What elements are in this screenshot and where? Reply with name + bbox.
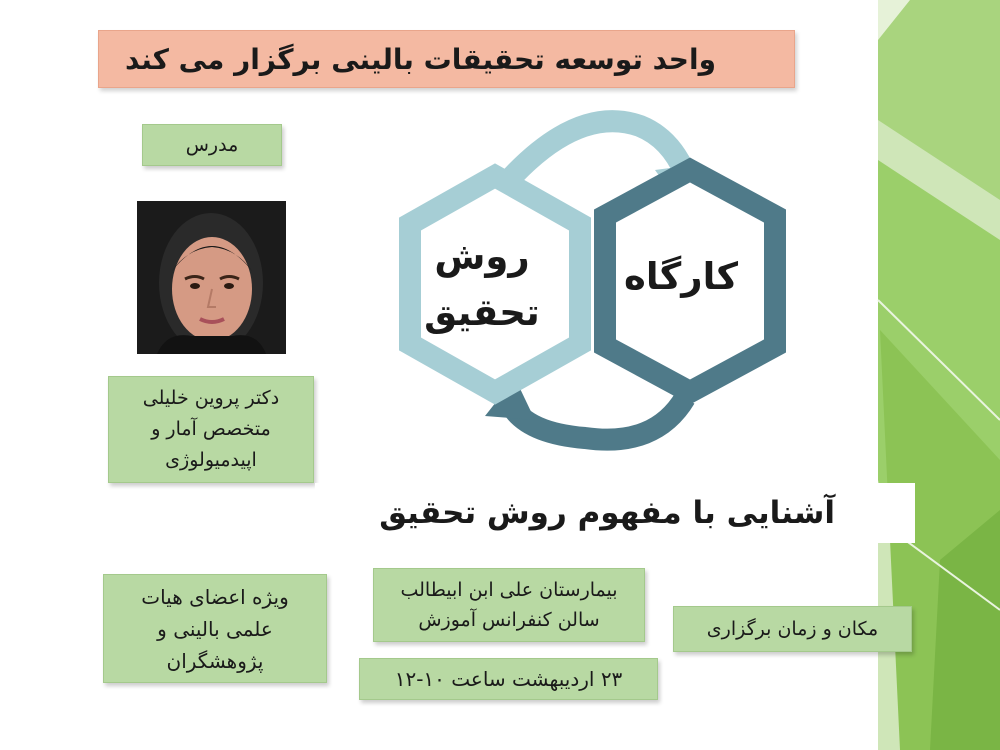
teacher-specialty-line1: متخصص آمار و [151,418,271,440]
location-hall: سالن کنفرانس آموزش [418,609,600,631]
hex-label-research-method [398,229,566,341]
event-datetime: ۲۳ اردیبهشت ساعت ۱۰-۱۲ [394,667,623,691]
venue-label-box [673,606,912,652]
subtitle-box [315,483,915,543]
slide-title: واحد توسعه تحقیقات بالینی برگزار می کند [125,42,716,76]
workshop-subtitle: آشنایی با مفهوم روش تحقیق [379,495,835,531]
datetime-box [359,658,658,700]
teacher-name: دکتر پروین خلیلی [142,387,280,409]
teacher-info-box [108,376,314,483]
audience-line2: علمی بالینی و [157,616,273,641]
teacher-label: مدرس [185,134,239,156]
hex-label-workshop: کارگاه [624,255,738,298]
venue-label: مکان و زمان برگزاری [706,618,879,640]
audience-line1: ویژه اعضای هیات [141,584,289,609]
teacher-specialty-line2: اپیدمیولوژی [165,449,257,471]
location-box [373,568,645,642]
teacher-label-box [142,124,282,166]
hex-label-left-line2: تحقیق [424,291,540,334]
hex-label-left-line1: روش [434,235,530,278]
title-banner [98,30,795,88]
audience-box [103,574,327,683]
location-hospital: بیمارستان علی ابن ابیطالب [400,579,618,601]
portrait-photo [137,201,286,354]
audience-line3: پژوهشگران [166,648,264,673]
